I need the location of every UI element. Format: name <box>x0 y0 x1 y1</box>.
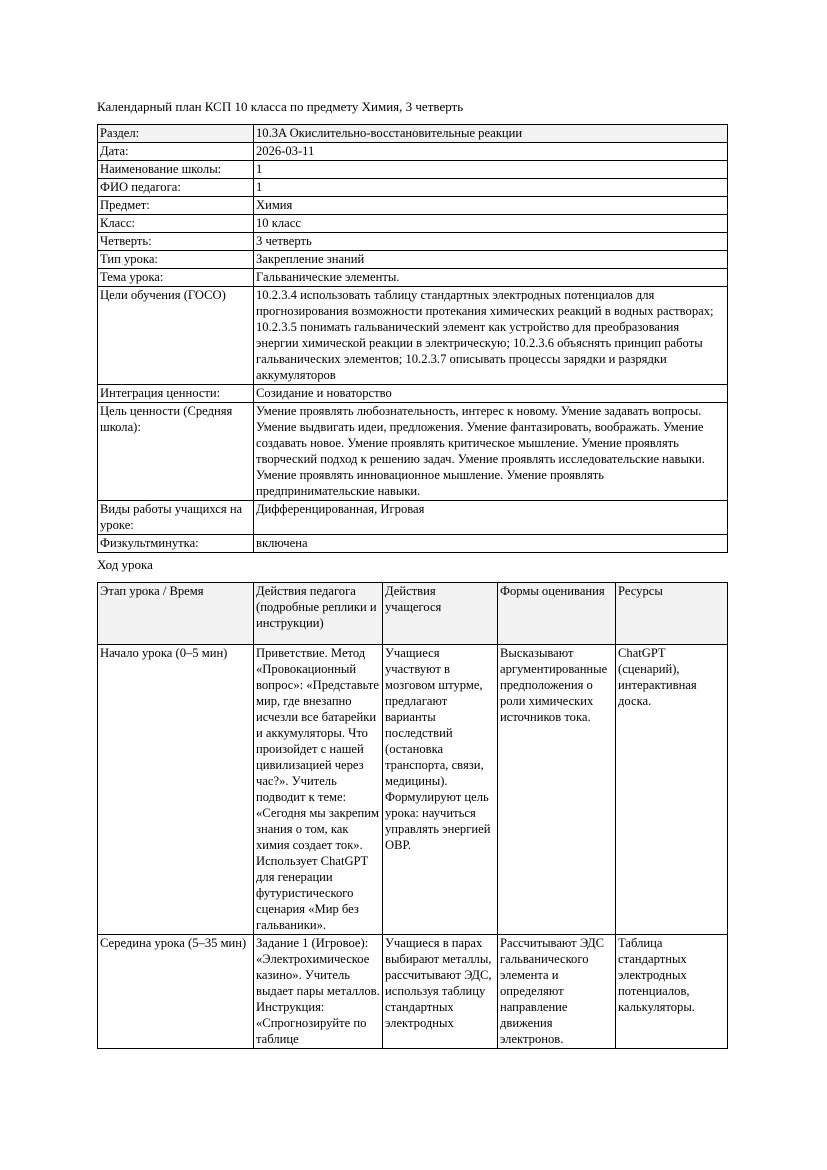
info-value-section: 10.3A Окислительно-восстановительные реакции <box>254 125 728 143</box>
info-value-quarter: 3 четверть <box>254 233 728 251</box>
header-teacher-actions: Действия педагога (подробные реплики и инструкции) <box>254 583 383 645</box>
start-stage-time: Начало урока (0–5 мин) <box>98 645 254 935</box>
info-row-school-name <box>98 161 728 179</box>
info-value-lesson-type: Закрепление знаний <box>254 251 728 269</box>
info-label-school-name: Наименование школы: <box>98 161 254 179</box>
lesson-row-middle <box>98 935 728 1049</box>
info-value-work-types: Дифференцированная, Игровая <box>254 501 728 535</box>
info-value-grade: 10 класс <box>254 215 728 233</box>
info-label-grade: Класс: <box>98 215 254 233</box>
info-value-values-integration: Созидание и новаторство <box>254 385 728 403</box>
info-label-lesson-topic: Тема урока: <box>98 269 254 287</box>
header-student-actions: Действия учащегося <box>383 583 498 645</box>
header-stage-time: Этап урока / Время <box>98 583 254 645</box>
info-label-values-goal: Цель ценности (Средняя школа): <box>98 403 254 501</box>
info-row-subject <box>98 197 728 215</box>
info-label-section: Раздел: <box>98 125 254 143</box>
start-teacher-actions: Приветствие. Метод «Провокационный вопрос»: «Представьте мир, где внезапно исчезли все батарейки и аккумуляторы. Что произойдет с нашей цивилизацией через час?». Учитель подводит к теме: «Сегодня мы закрепим знания о том, как химия создает ток». Использует ChatGPT для генерации футуристического сценария «Мир без гальваники». <box>254 645 383 935</box>
info-value-teacher-name: 1 <box>254 179 728 197</box>
info-value-date: 2026-03-11 <box>254 143 728 161</box>
lesson-header-row <box>98 583 728 645</box>
info-label-subject: Предмет: <box>98 197 254 215</box>
info-row-date <box>98 143 728 161</box>
info-value-subject: Химия <box>254 197 728 215</box>
info-row-values-goal <box>98 403 728 501</box>
info-label-phys-minute: Физкультминутка: <box>98 535 254 553</box>
info-value-lesson-topic: Гальванические элементы. <box>254 269 728 287</box>
middle-resources: Таблица стандартных электродных потенциалов, калькуляторы. <box>616 935 728 1049</box>
info-row-teacher-name <box>98 179 728 197</box>
lesson-course-heading: Ход урока <box>97 557 153 572</box>
middle-assessment-forms: Рассчитывают ЭДС гальванического элемента и определяют направление движения электронов. <box>498 935 616 1049</box>
info-value-school-name: 1 <box>254 161 728 179</box>
info-row-lesson-type <box>98 251 728 269</box>
info-row-lesson-topic <box>98 269 728 287</box>
info-label-teacher-name: ФИО педагога: <box>98 179 254 197</box>
info-row-learning-objectives <box>98 287 728 385</box>
lesson-table <box>97 582 728 1049</box>
info-label-date: Дата: <box>98 143 254 161</box>
document-title: Календарный план КСП 10 класса по предмету Химия, 3 четверть <box>97 99 464 114</box>
info-value-values-goal: Умение проявлять любознательность, интерес к новому. Умение задавать вопросы. Умение выдвигать идеи, предложения. Умение фантазировать, воображать. Умение создавать новое. Умение проявлять критическое мышление. Умение проявлять творческий подход к решению задач. Умение проявлять исследовательские навыки. Умение проявлять инновационное мышление. Умение проявлять предпринимательские навыки. <box>254 403 728 501</box>
start-assessment-forms: Высказывают аргументированные предположения о роли химических источников тока. <box>498 645 616 935</box>
info-label-lesson-type: Тип урока: <box>98 251 254 269</box>
info-row-values-integration <box>98 385 728 403</box>
info-label-quarter: Четверть: <box>98 233 254 251</box>
info-label-work-types: Виды работы учащихся на уроке: <box>98 501 254 535</box>
info-value-phys-minute: включена <box>254 535 728 553</box>
document-content <box>97 99 727 1049</box>
header-resources: Ресурсы <box>616 583 728 645</box>
start-student-actions: Учащиеся участвуют в мозговом штурме, предлагают варианты последствий (остановка транспорта, связи, медицины). Формулируют цель урока: научиться управлять энергией ОВР. <box>383 645 498 935</box>
start-resources: ChatGPT (сценарий), интерактивная доска. <box>616 645 728 935</box>
header-assessment-forms: Формы оценивания <box>498 583 616 645</box>
middle-student-actions: Учащиеся в парах выбирают металлы, рассчитывают ЭДС, используя таблицу стандартных электродных <box>383 935 498 1049</box>
info-value-learning-objectives: 10.2.3.4 использовать таблицу стандартных электродных потенциалов для прогнозирования возможности протекания химических реакций в водных растворах; 10.2.3.5 понимать гальванический элемент как устройство для преобразования энергии химической реакции в электрическую; 10.2.3.6 объяснять принцип работы гальванических элементов; 10.2.3.7 описывать процессы зарядки и разрядки аккумуляторов <box>254 287 728 385</box>
info-row-phys-minute <box>98 535 728 553</box>
info-table <box>97 124 728 553</box>
info-label-values-integration: Интеграция ценности: <box>98 385 254 403</box>
middle-teacher-actions: Задание 1 (Игровое): «Электрохимическое казино». Учитель выдает пары металлов. Инструкция: «Спрогнозируйте по таблице <box>254 935 383 1049</box>
info-row-section <box>98 125 728 143</box>
lesson-row-start <box>98 645 728 935</box>
middle-stage-time: Середина урока (5–35 мин) <box>98 935 254 1049</box>
info-row-work-types <box>98 501 728 535</box>
info-row-quarter <box>98 233 728 251</box>
info-row-grade <box>98 215 728 233</box>
info-label-learning-objectives: Цели обучения (ГОСО) <box>98 287 254 385</box>
